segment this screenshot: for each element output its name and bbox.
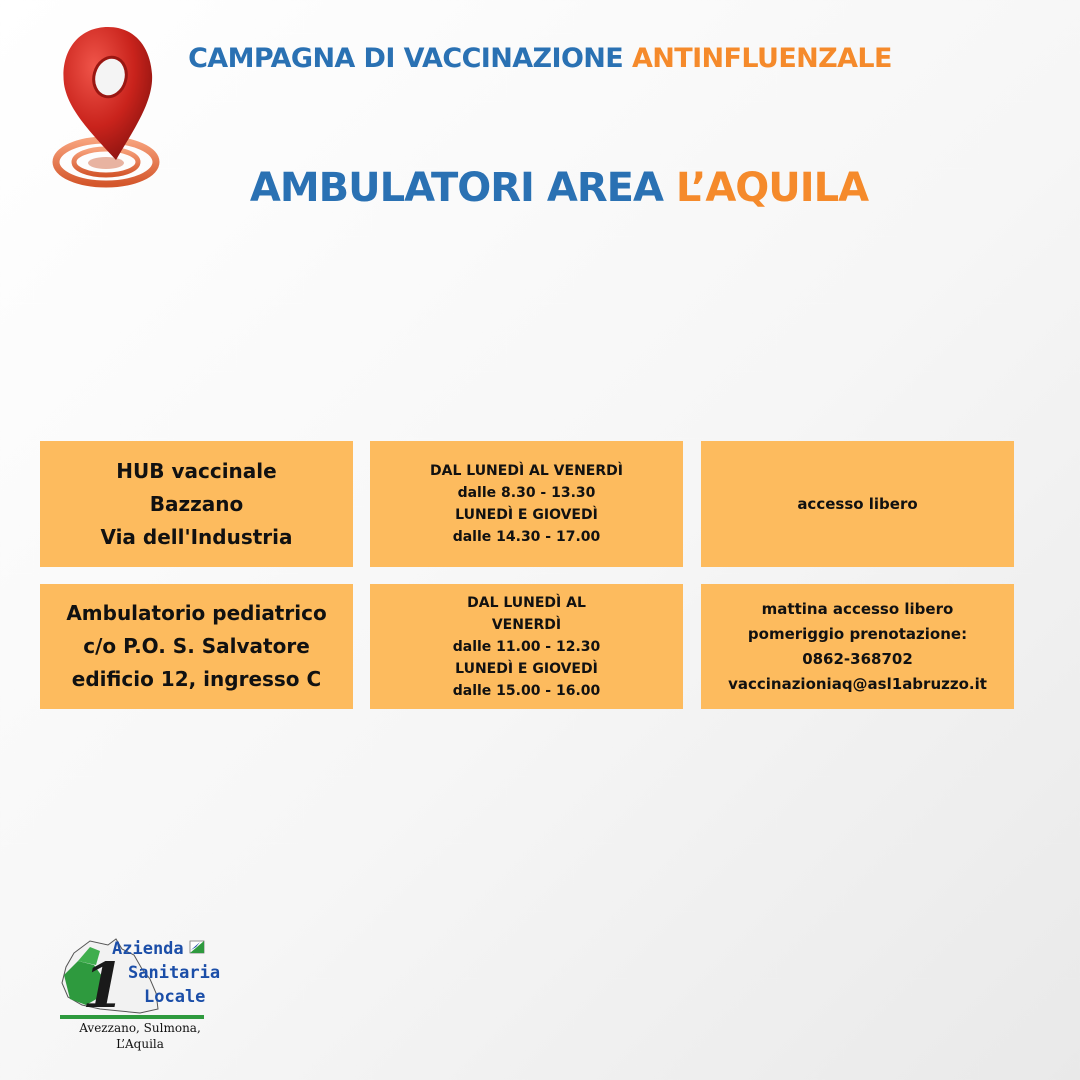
page-title	[0, 165, 1080, 211]
hours-box-pediatric	[370, 584, 683, 709]
logo-line: Azienda	[112, 939, 184, 959]
hours-box-hub	[370, 441, 683, 567]
campaign-title	[0, 43, 1080, 74]
location-line: edificio 12, ingresso C	[71, 667, 322, 691]
hours-line: dalle 11.00 - 12.30	[452, 638, 601, 655]
access-line: pomeriggio prenotazione:	[747, 624, 968, 643]
location-line: HUB vaccinale	[116, 458, 277, 483]
hours-line: DAL LUNEDÌ AL	[467, 594, 586, 611]
asl-logo	[60, 935, 220, 1055]
access-email-link[interactable]: vaccinazioniaq@asl1abruzzo.it	[728, 674, 987, 693]
hours-line: LUNEDÌ E GIOVEDÌ	[455, 507, 598, 523]
logo-number: 1	[82, 949, 126, 1022]
flag-icon	[190, 941, 204, 953]
hours-line: VENERDÌ	[491, 616, 562, 633]
access-box-hub	[701, 441, 1014, 567]
access-box-pediatric	[701, 584, 1014, 709]
campaign-title-part2: ANTINFLUENZALE	[631, 43, 892, 74]
logo-line: Locale	[144, 987, 206, 1007]
location-line: Bazzano	[149, 491, 244, 516]
access-line: accesso libero	[797, 494, 918, 513]
logo-subtitle	[60, 1020, 220, 1052]
logo-sub-line: Avezzano, Sulmona,	[79, 1021, 201, 1035]
hours-line: LUNEDÌ E GIOVEDÌ	[455, 660, 598, 677]
location-box-hub	[40, 441, 353, 567]
access-line: 0862-368702	[802, 649, 913, 668]
location-box-pediatric	[40, 584, 353, 709]
location-line: Ambulatorio pediatrico	[66, 601, 327, 625]
location-line: c/o P.O. S. Salvatore	[83, 634, 310, 658]
hours-line: dalle 8.30 - 13.30	[457, 485, 596, 501]
logo-sub-line: L’Aquila	[116, 1037, 164, 1051]
page-title-part1: AMBULATORI AREA	[249, 165, 663, 211]
hours-line: DAL LUNEDÌ AL VENERDÌ	[430, 463, 623, 479]
logo-line: Sanitaria	[128, 963, 221, 983]
campaign-title-part1: CAMPAGNA DI VACCINAZIONE	[188, 43, 624, 74]
hours-line: dalle 14.30 - 17.00	[452, 529, 601, 545]
location-line: Via dell'Industria	[100, 524, 293, 549]
hours-line: dalle 15.00 - 16.00	[452, 682, 601, 699]
access-line: mattina accesso libero	[761, 599, 954, 618]
page-title-part2: L’AQUILA	[675, 165, 869, 211]
